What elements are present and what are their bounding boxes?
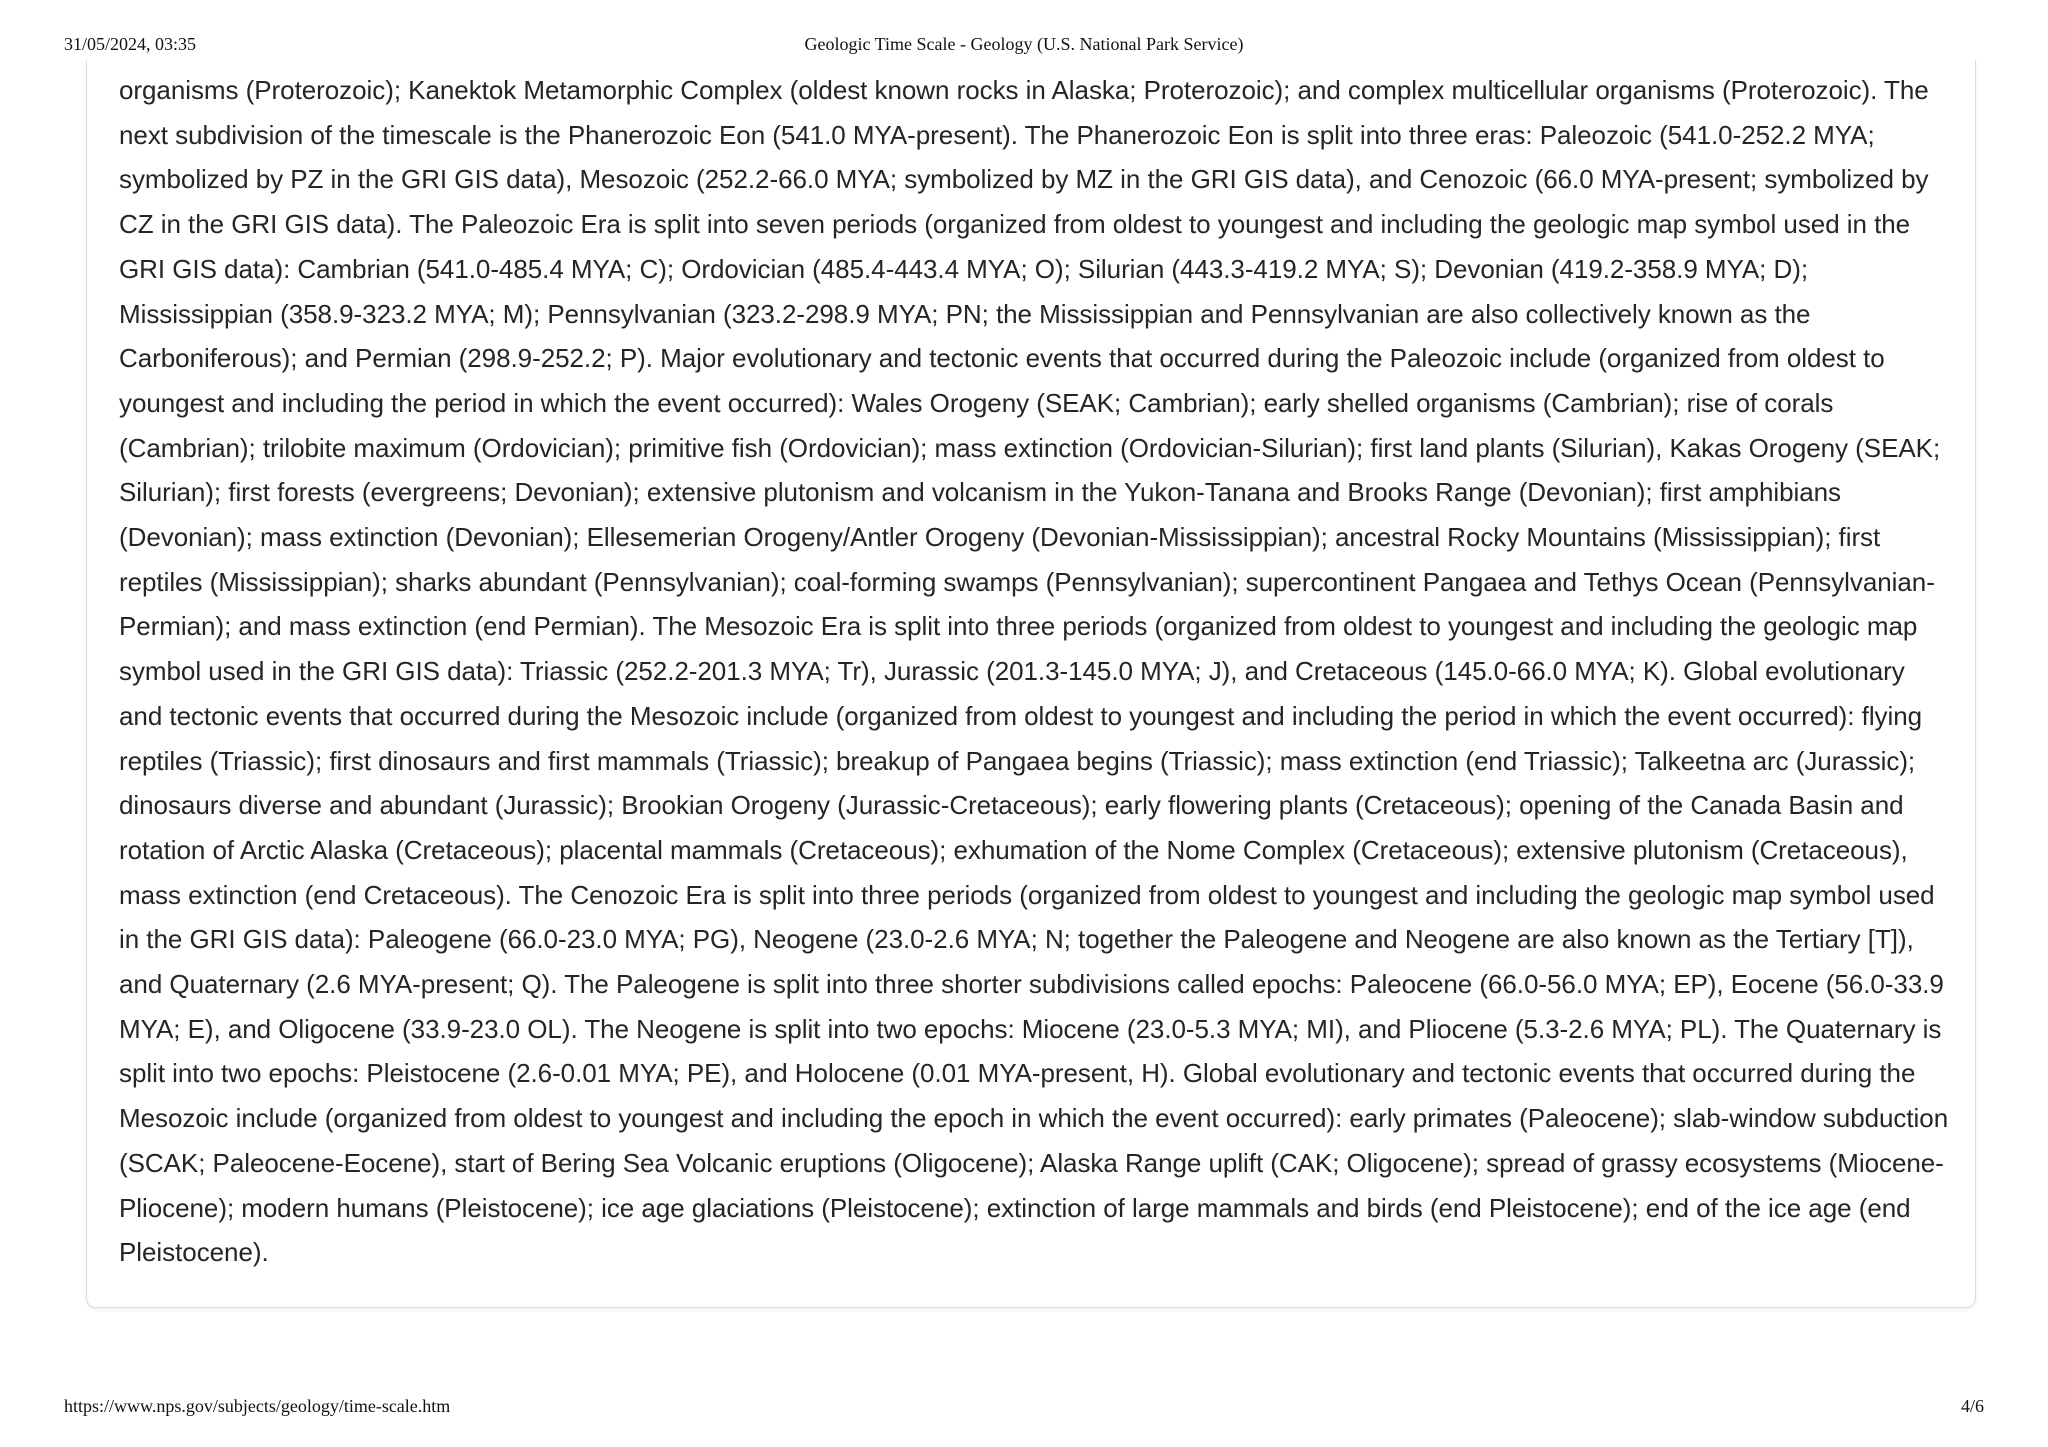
print-footer (64, 1396, 1984, 1424)
content-card (86, 60, 1976, 1308)
page-number: 4/6 (1960, 1396, 1984, 1416)
print-datetime: 31/05/2024, 03:35 (64, 34, 197, 54)
document-title: Geologic Time Scale - Geology (U.S. National Park Service) (804, 34, 1244, 54)
print-header (64, 34, 1984, 62)
page-url: https://www.nps.gov/subjects/geology/time-scale.htm (64, 1396, 451, 1416)
body-paragraph: organisms (Proterozoic); Kanektok Metamorphic Complex (oldest known rocks in Alaska; Proterozoic); and complex multicellular organisms (Proterozoic). The next subdivision of the timescale is the Phanerozoic Eon (541.0 MYA-present). The Phanerozoic Eon is split into three eras: Paleozoic (541.0-252.2 MYA; symbolized by PZ in the GRI GIS data), Mesozoic (252.2-66.0 MYA; symbolized by MZ in the GRI GIS data), and Cenozoic (66.0 MYA-present; symbolized by CZ in the GRI GIS data). The Paleozoic Era is split into seven periods (organized from oldest to youngest and including the geologic map symbol used in the GRI GIS data): Cambrian (541.0-485.4 MYA; C); Ordovician (485.4-443.4 MYA; O); Silurian (443.3-419.2 MYA; S); Devonian (419.2-358.9 MYA; D); Mississippian (358.9-323.2 MYA; M); Pennsylvanian (323.2-298.9 MYA; PN; the Mississippian and Pennsylvanian are also collectively known as the Carboniferous); and Permian (298.9-252.2; P). Major evolutionary and tectonic events that occurred during the Paleozoic include (organized from oldest to youngest and including the period in which the event occurred): Wales Orogeny (SEAK; Cambrian); early shelled organisms (Cambrian); rise of corals (Cambrian); trilobite maximum (Ordovician); primitive fish (Ordovician); mass extinction (Ordovician-Silurian); first land plants (Silurian), Kakas Orogeny (SEAK; Silurian); first forests (evergreens; Devonian); extensive plutonism and volcanism in the Yukon-Tanana and Brooks Range (Devonian); first amphibians (Devonian); mass extinction (Devonian); Ellesemerian Orogeny/Antler Orogeny (Devonian-Mississippian); ancestral Rocky Mountains (Mississippian); first reptiles (Mississippian); sharks abundant (Pennsylvanian); coal-forming swamps (Pennsylvanian); supercontinent Pangaea and Tethys Ocean (Pennsylvanian-Permian); and mass extinction (end Permian). The Mesozoic Era is split into three periods (organized from oldest to youngest and including the geologic map symbol used in the GRI GIS data): Triassic (252.2-201.3 MYA; Tr), Jurassic (201.3-145.0 MYA; J), and Cretaceous (145.0-66.0 MYA; K). Global evolutionary and tectonic events that occurred during the Mesozoic include (organized from oldest to youngest and including the period in which the event occurred): flying reptiles (Triassic); first dinosaurs and first mammals (Triassic); breakup of Pangaea begins (Triassic); mass extinction (end Triassic); Talkeetna arc (Jurassic); dinosaurs diverse and abundant (Jurassic); Brookian Orogeny (Jurassic-Cretaceous); early flowering plants (Cretaceous); opening of the Canada Basin and rotation of Arctic Alaska (Cretaceous); placental mammals (Cretaceous); exhumation of the Nome Complex (Cretaceous); extensive plutonism (Cretaceous), mass extinction (end Cretaceous). The Cenozoic Era is split into three periods (organized from oldest to youngest and including the geologic map symbol used in the GRI GIS data): Paleogene (66.0-23.0 MYA; PG), Neogene (23.0-2.6 MYA; N; together the Paleogene and Neogene are also known as the Tertiary [T]), and Quaternary (2.6 MYA-present; Q). The Paleogene is split into three shorter subdivisions called epochs: Paleocene (66.0-56.0 MYA; EP), Eocene (56.0-33.9 MYA; E), and Oligocene (33.9-23.0 OL). The Neogene is split into two epochs: Miocene (23.0-5.3 MYA; MI), and Pliocene (5.3-2.6 MYA; PL). The Quaternary is split into two epochs: Pleistocene (2.6-0.01 MYA; PE), and Holocene (0.01 MYA-present, H). Global evolutionary and tectonic events that occurred during the Mesozoic include (organized from oldest to youngest and including the epoch in which the event occurred): early primates (Paleocene); slab-window subduction (SCAK; Paleocene-Eocene), start of Bering Sea Volcanic eruptions (Oligocene); Alaska Range uplift (CAK; Oligocene); spread of grassy ecosystems (Miocene-Pliocene); modern humans (Pleistocene); ice age glaciations (Pleistocene); extinction of large mammals and birds (end Pleistocene); end of the ice age (end Pleistocene). (119, 75, 1949, 1268)
